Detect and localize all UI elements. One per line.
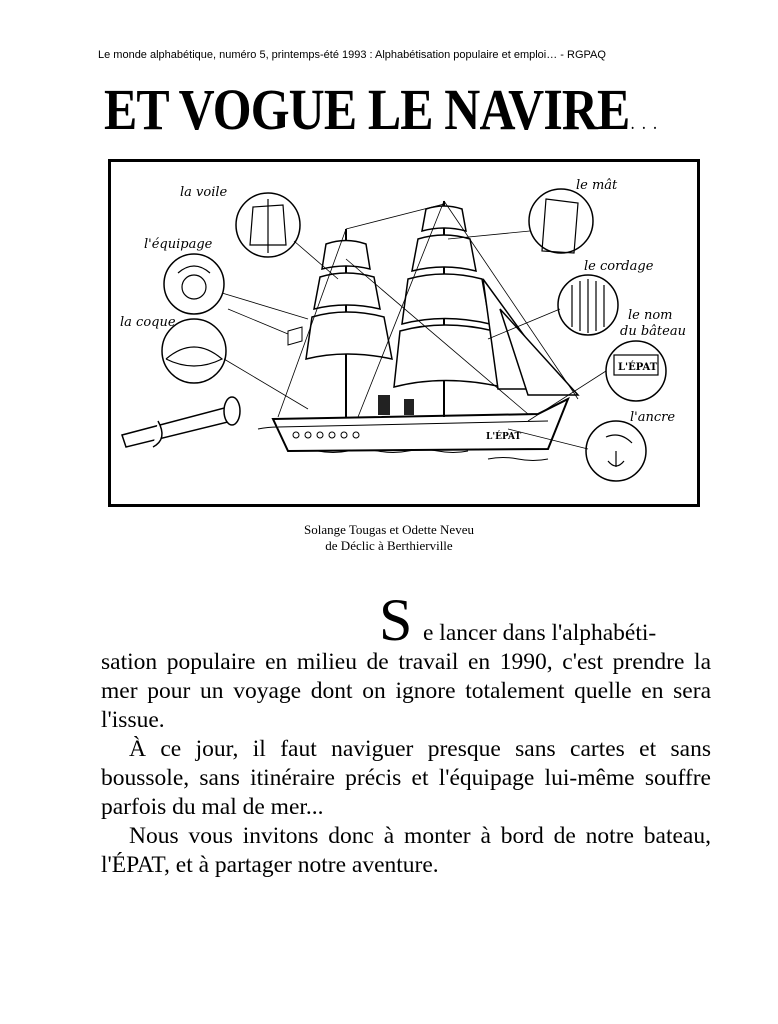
hull-name-label: L'ÉPAT: [486, 432, 522, 442]
name-plate-label: L'ÉPAT: [618, 362, 658, 373]
author-caption: Solange Tougas et Odette Neveu: [304, 522, 474, 537]
crew-callout-icon: [164, 254, 224, 314]
label-rope: le cordage: [584, 259, 654, 274]
label-mast: le mât: [576, 178, 618, 193]
paragraph-3: Nous vous invitons donc à monter à bord de notre bateau, l'ÉPAT, et à partager notre aventure.: [101, 823, 711, 878]
label-hull: la coque: [120, 315, 176, 330]
label-name: le nom: [628, 308, 673, 323]
paragraph-1: sation populaire en milieu de travail en 1990, c'est prendre la mer pour un voyage dont on ignore totalement quelle en sera l'issue.: [101, 649, 711, 733]
ship-illustration: [108, 159, 700, 507]
title-ellipsis: . . .: [631, 118, 660, 133]
label-sail: la voile: [180, 185, 228, 200]
mast-callout-icon: [529, 189, 593, 253]
label-name-2: du bâteau: [620, 324, 686, 339]
ship-drawing: [108, 159, 700, 507]
label-anchor: l'ancre: [630, 410, 676, 425]
first-line-text: e lancer dans l'alphabéti-: [423, 620, 657, 646]
source-header: Le monde alphabétique, numéro 5, printemps-été 1993 : Alphabétisation populaire et emploi… - RGPAQ: [98, 49, 606, 61]
author-affiliation: de Déclic à Berthierville: [325, 538, 453, 553]
first-line-block: [101, 587, 711, 653]
drop-cap: S: [379, 587, 413, 653]
title-text: ET VOGUE LE NAVIRE: [104, 77, 630, 142]
article-body: [101, 587, 711, 880]
label-crew: l'équipage: [144, 237, 213, 252]
paragraph-2: À ce jour, il faut naviguer presque sans cartes et sans boussole, sans itinéraire précis et l'équipage lui-même souffre parfois du mal de mer...: [101, 736, 711, 820]
page-title: [104, 76, 659, 143]
